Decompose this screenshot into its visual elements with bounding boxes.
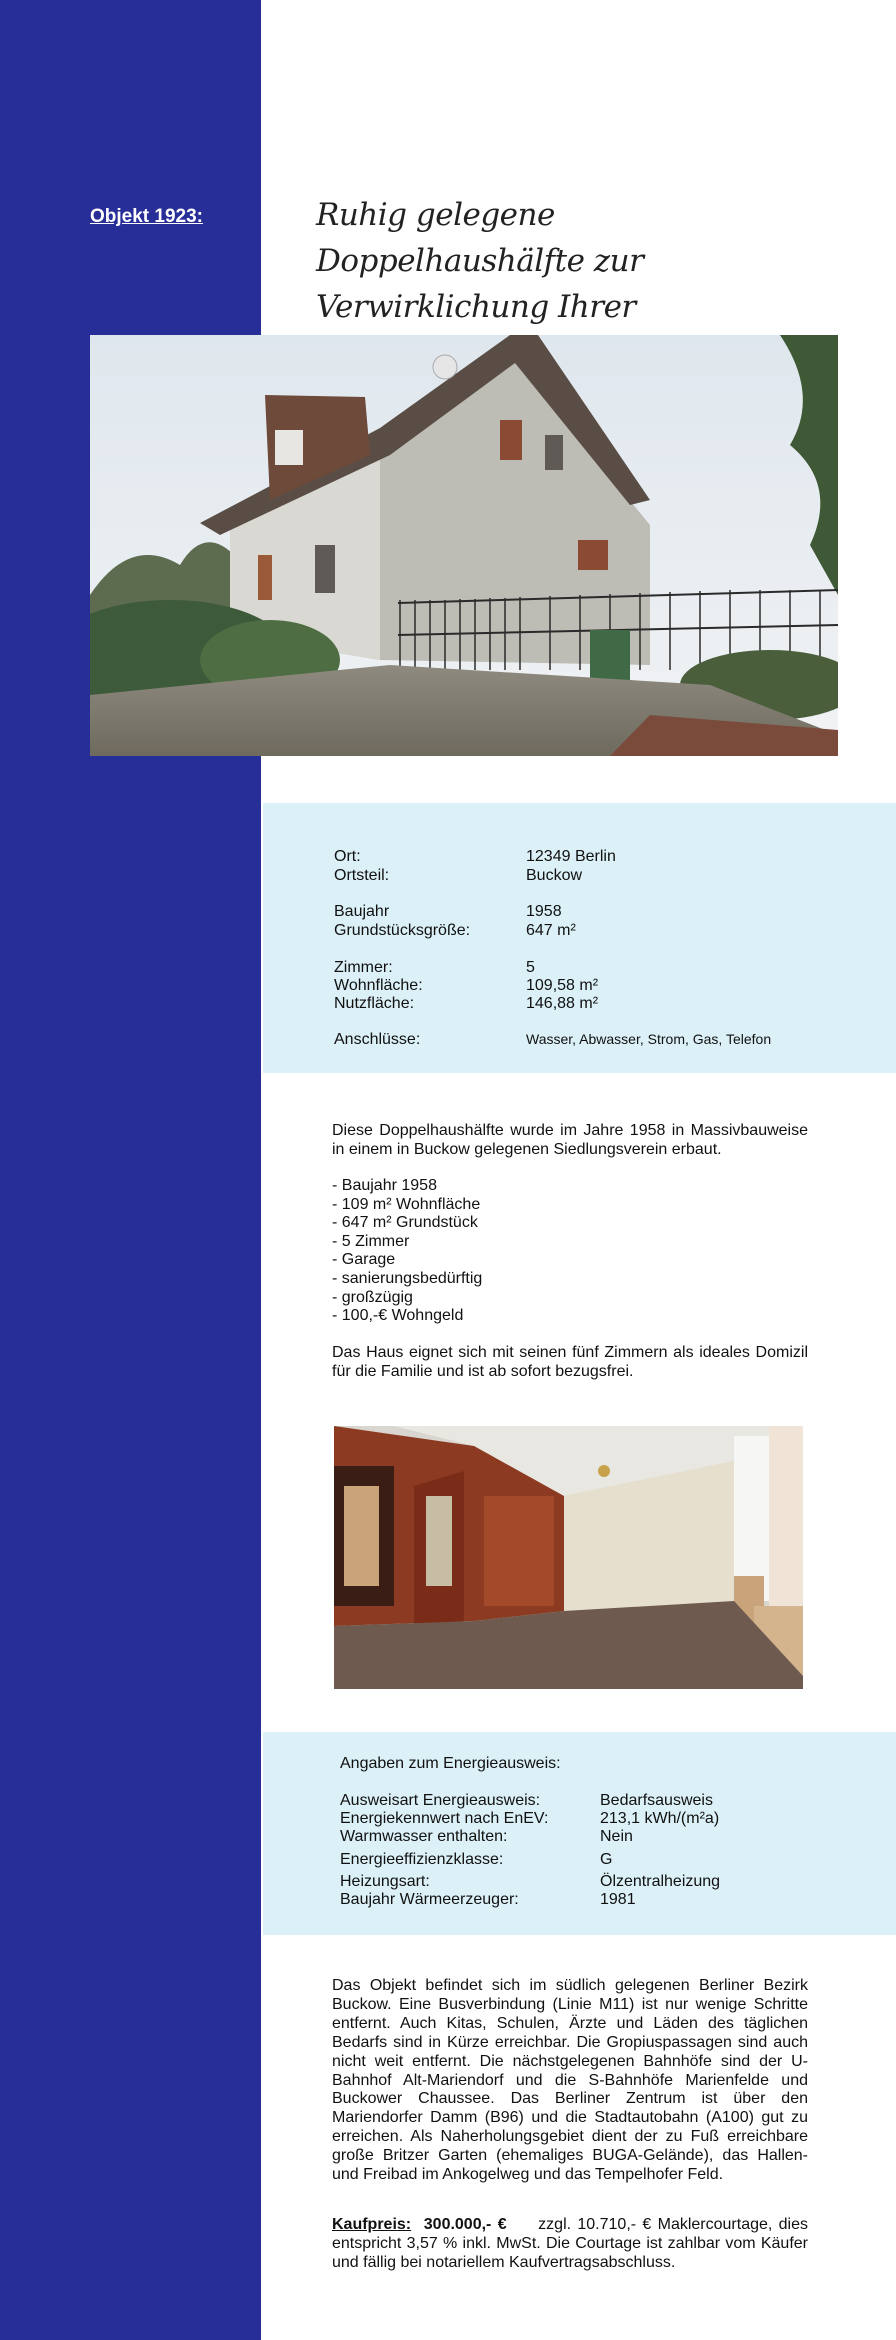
ortsteil-value: Buckow bbox=[526, 867, 583, 884]
energy-title: Angaben zum Energieausweis: bbox=[340, 1755, 561, 1772]
energy-row-value: Bedarfsausweis bbox=[600, 1792, 713, 1809]
interior-illustration bbox=[334, 1426, 803, 1689]
list-item: - sanierungsbedürftig bbox=[332, 1269, 483, 1287]
list-item: - Garage bbox=[332, 1251, 396, 1269]
energy-row-label: Warmwasser enthalten: bbox=[340, 1828, 508, 1845]
list-item: - 100,-€ Wohngeld bbox=[332, 1307, 464, 1325]
house-exterior-illustration bbox=[90, 335, 838, 756]
energy-row-value: Nein bbox=[600, 1828, 633, 1845]
baujahr-label: Baujahr bbox=[334, 903, 390, 920]
energy-row-label: Heizungsart: bbox=[340, 1873, 430, 1890]
list-item: - 5 Zimmer bbox=[332, 1232, 410, 1250]
feature-list bbox=[332, 1177, 482, 1326]
price-label: Kaufpreis: bbox=[332, 2216, 412, 2233]
ort-label: Ort: bbox=[334, 848, 361, 865]
description-outro: Das Haus eignet sich mit seinen fünf Zimmern als ideales Domizil für die Familie und ist ab sofort bezugsfrei. bbox=[332, 1344, 808, 1380]
energy-row-value: G bbox=[600, 1851, 613, 1868]
baujahr-value: 1958 bbox=[526, 903, 562, 920]
location-description: Das Objekt befindet sich im südlich gelegenen Berliner Bezirk Buckow. Eine Busverbindung (Linie M11) ist nur wenige Schritte entfernt. Auch Kitas, Schulen, Ärzte und Läden des täglichen Bedarfs sind in Kürze erreichbar. Die Gropiuspassagen sind auch nicht weit entfernt. Die nächstgelegenen Bahnhöfe sind der U-Bahnhof Alt-Mariendorf und die S-Bahnhöfe Marienfelde und Buckower Chaussee. Das Berliner Zentrum ist über den Mariendorfer Damm (B96) und die Stadtautobahn (A100) gut zu erreichen. Als Naherholungsgebiet dient der zu Fuß erreichbare große Britzer Garten (ehemaliges BUGA-Gelände), das Hallen- und Freibad im Ankogelweg und das Tempelhofer Feld. bbox=[332, 1977, 808, 2184]
energy-row-label: Baujahr Wärmeerzeuger: bbox=[340, 1891, 519, 1908]
object-number-label: Objekt 1923: bbox=[90, 206, 203, 227]
anschluesse-value: Wasser, Abwasser, Strom, Gas, Telefon bbox=[526, 1031, 772, 1047]
wohnflaeche-value: 109,58 m² bbox=[526, 977, 599, 994]
anschluesse-label: Anschlüsse: bbox=[334, 1031, 421, 1048]
list-item: - 647 m² Grundstück bbox=[332, 1214, 478, 1232]
list-item: - Baujahr 1958 bbox=[332, 1177, 437, 1194]
price-details: zzgl. 10.710,- € Maklercourtage, dies entspricht 3,57 % inkl. MwSt. Die Courtage ist zahlbar vom Käufer und fällig bei notariellem Kaufvertragsabschluss. bbox=[332, 2216, 809, 2271]
headline-line-1: Ruhig gelegene Doppelhaushälfte zur bbox=[316, 197, 644, 279]
interior-photo bbox=[334, 1426, 803, 1689]
nutzflaeche-value: 146,88 m² bbox=[526, 995, 599, 1012]
energy-row-value: 213,1 kWh/(m²a) bbox=[600, 1810, 720, 1827]
energy-row-label: Energiekennwert nach EnEV: bbox=[340, 1810, 549, 1827]
grundstueck-value: 647 m² bbox=[526, 922, 576, 939]
price-block bbox=[332, 2215, 808, 2272]
list-item: - 109 m² Wohnfläche bbox=[332, 1195, 481, 1213]
price-amount: 300.000,- € bbox=[423, 2216, 507, 2233]
energy-row-label: Energieeffizienzklasse: bbox=[340, 1851, 504, 1868]
ortsteil-label: Ortsteil: bbox=[334, 867, 390, 884]
house-exterior-photo bbox=[90, 335, 838, 756]
energy-row-value: 1981 bbox=[600, 1891, 636, 1908]
description-intro: Diese Doppelhaushälfte wurde im Jahre 1958 in Massivbauweise in einem in Buckow gelegenen Siedlungsverein erbaut. bbox=[332, 1122, 808, 1158]
grundstueck-label: Grundstücksgröße: bbox=[334, 922, 471, 939]
zimmer-label: Zimmer: bbox=[334, 959, 393, 976]
zimmer-value: 5 bbox=[526, 959, 535, 976]
nutzflaeche-label: Nutzfläche: bbox=[334, 995, 415, 1012]
energy-row-value: Ölzentralheizung bbox=[600, 1873, 721, 1890]
wohnflaeche-label: Wohnfläche: bbox=[334, 977, 423, 994]
headline-line-2: Verwirklichung Ihrer bbox=[316, 289, 636, 325]
list-item: - großzügig bbox=[332, 1288, 413, 1306]
energy-row-label: Ausweisart Energieausweis: bbox=[340, 1792, 541, 1809]
ort-value: 12349 Berlin bbox=[526, 848, 616, 865]
